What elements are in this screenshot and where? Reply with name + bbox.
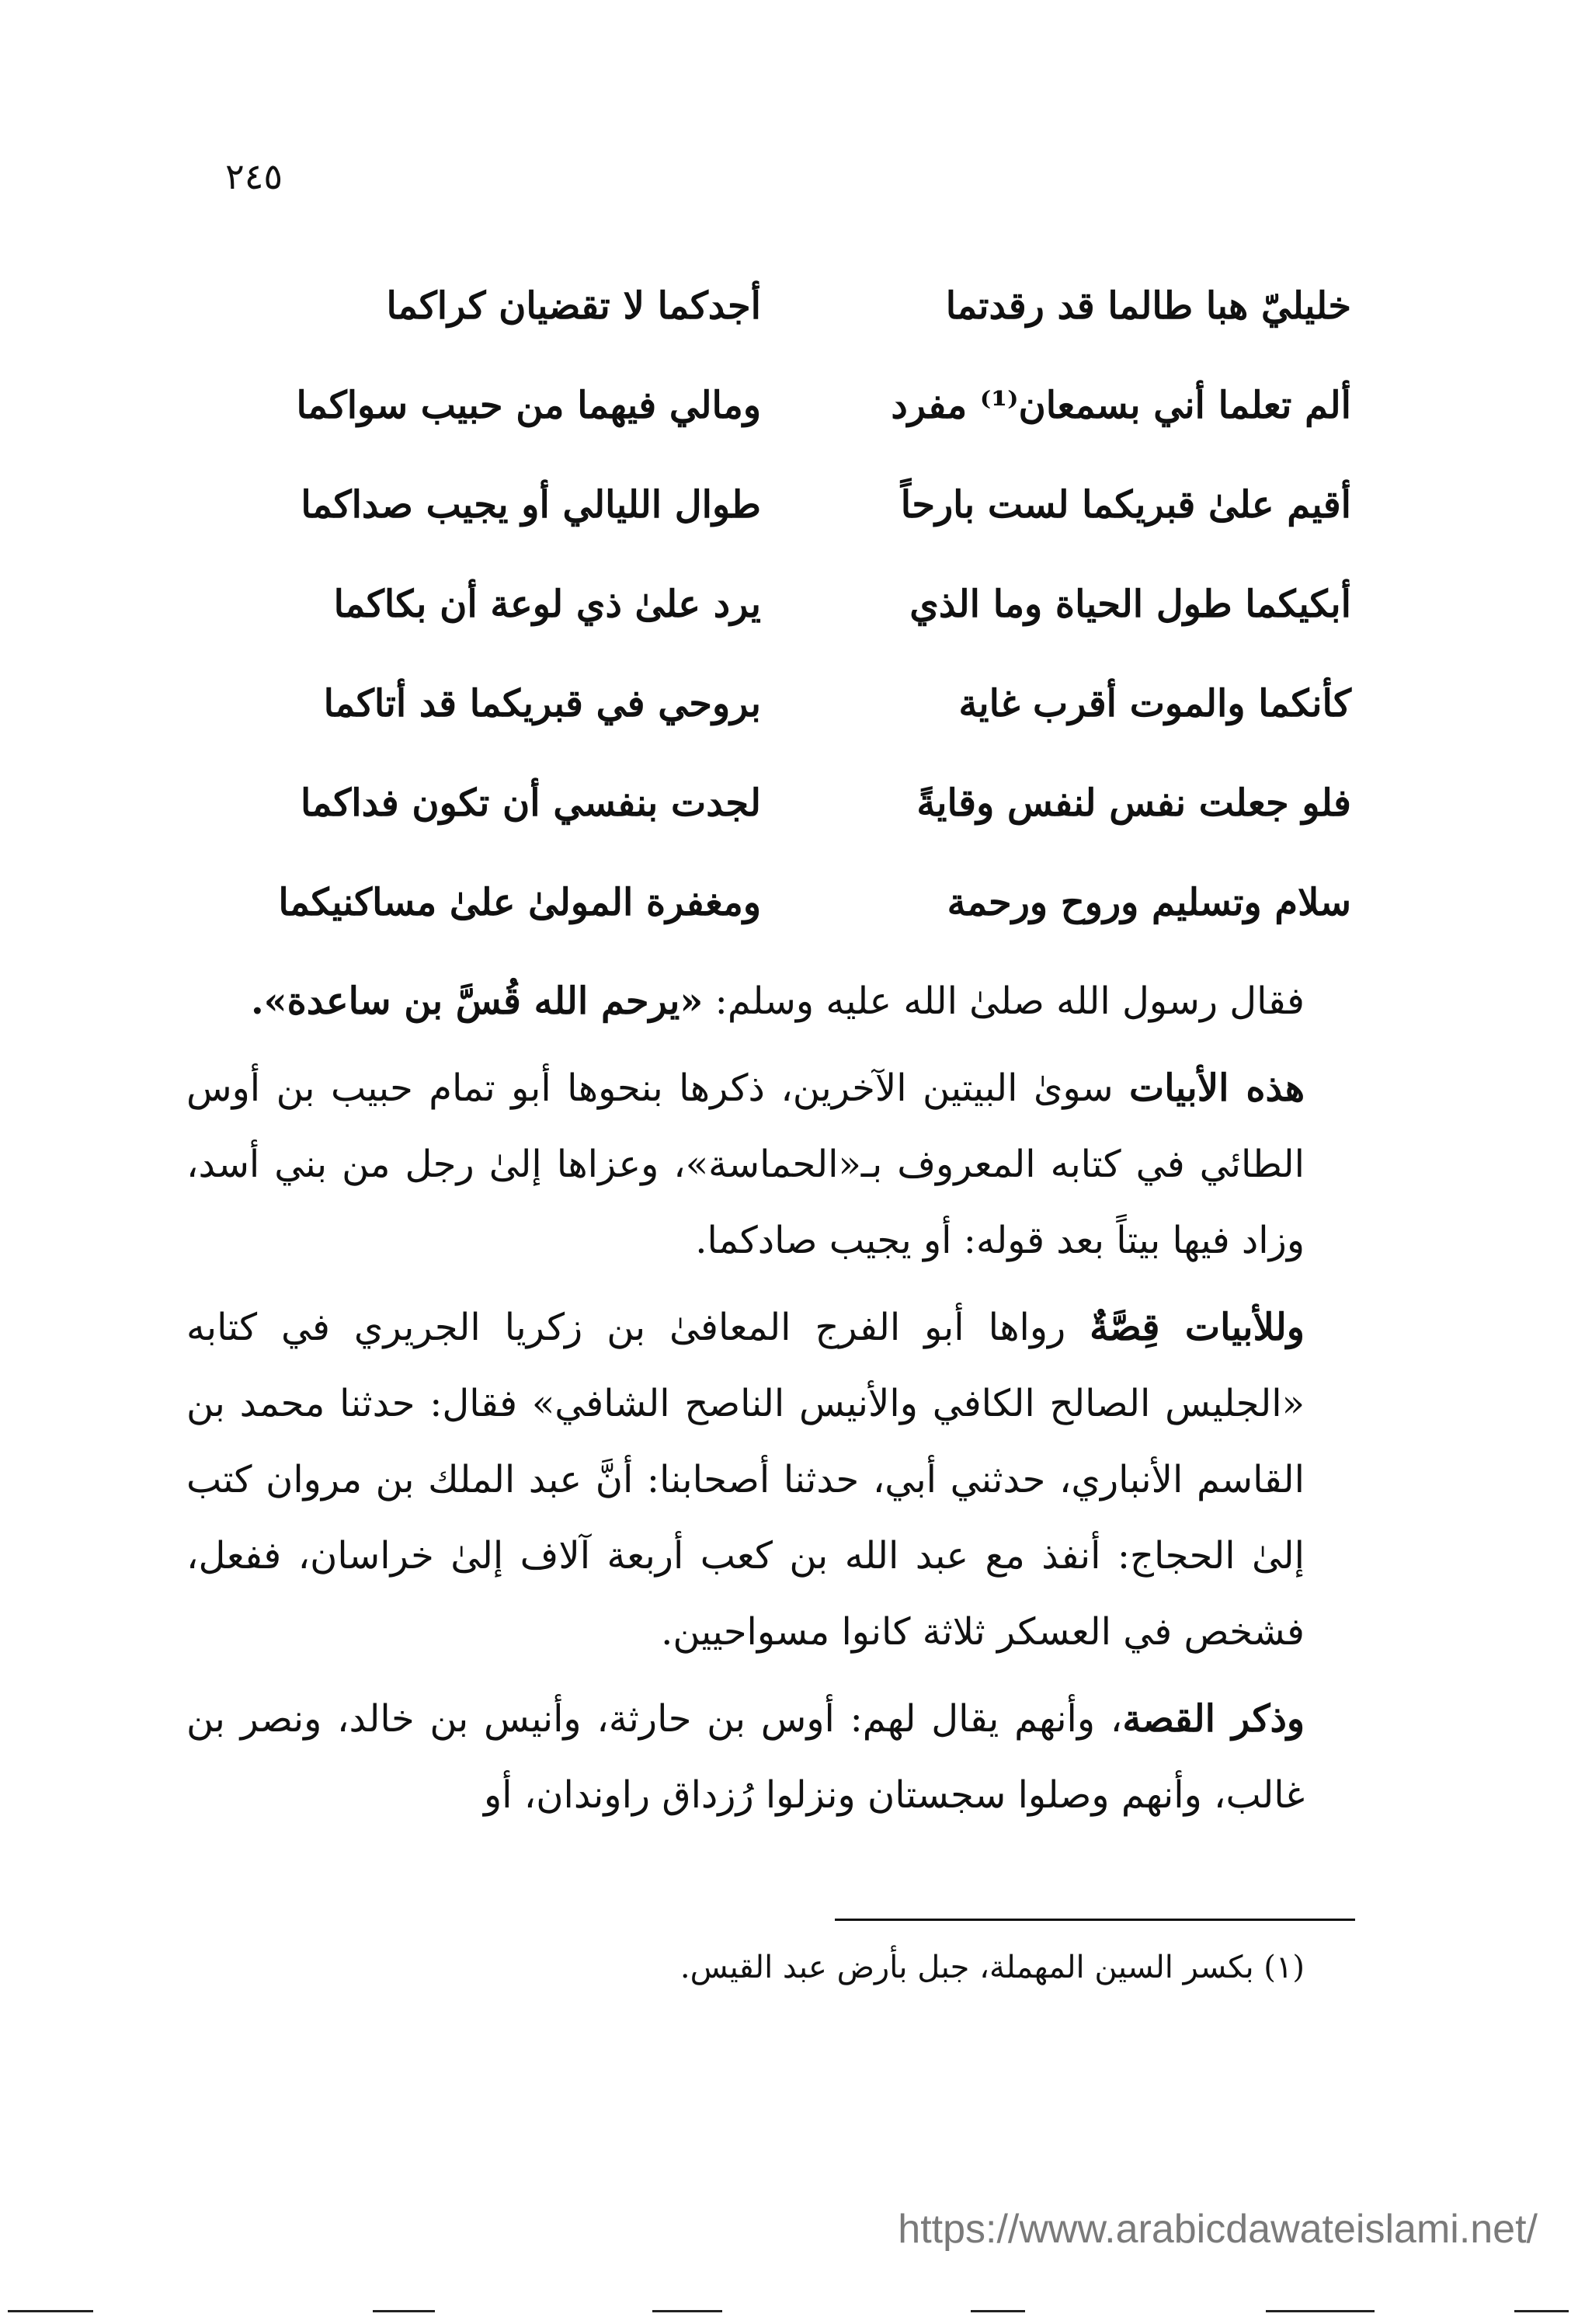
- quotation: «يرحم الله قُسَّ بن ساعدة».: [250, 979, 704, 1023]
- verse-second-hemistich: يرد علىٰ ذي لوعة أن بكاكما: [333, 583, 761, 626]
- verse-row: [272, 853, 1351, 952]
- verse-row: [272, 654, 1351, 753]
- verse-second-hemistich: أجدكما لا تقضيان كراكما: [386, 284, 761, 328]
- paragraph-lead: هذه الأبيات: [1129, 1066, 1305, 1110]
- verse-row: [272, 356, 1351, 455]
- verse-row: [272, 753, 1351, 853]
- paragraph: [186, 963, 1367, 1039]
- paragraph-text: رواها أبو الفرج المعافىٰ بن زكريا الجريري في كتابه «الجليس الصالح الكافي والأنيس الناصح الشافي» فقال: حدثنا محمد بن القاسم الأنباري، حدثني أبي، حدثنا أصحابنا: أنَّ عبد الملك بن مروان كتب إلىٰ الحجاج: أنفذ مع عبد الله بن كعب أربعة آلاف إلىٰ خراسان، ففعل، فشخص في العسكر ثلاثة كانوا مسواحيين.: [186, 1306, 1305, 1654]
- paragraph-lead: وذكر القصة: [1122, 1697, 1305, 1741]
- watermark-url: https://www.arabicdawateislami.net/: [898, 2207, 1538, 2252]
- verse-first-hemistich: خليليّ هبا طالما قد رقدتما: [945, 284, 1351, 328]
- verse-row: [272, 555, 1351, 654]
- scan-edge-marks: [0, 2305, 1578, 2324]
- verse-row: [272, 256, 1351, 356]
- verse-second-hemistich: لجدت بنفسي أن تكون فداكما: [301, 781, 761, 825]
- paragraph: [186, 1050, 1367, 1279]
- verse-first-hemistich: ألم تعلما أني بسمعان⁽¹⁾ مفرد: [891, 384, 1351, 427]
- paragraph-text: فقال رسول الله صلىٰ الله عليه وسلم:: [703, 979, 1305, 1023]
- verse-second-hemistich: طوال الليالي أو يجيب صداكما: [301, 483, 761, 527]
- verse-first-hemistich: أبكيكما طول الحياة وما الذي: [909, 583, 1351, 626]
- paragraph-text: سوىٰ البيتين الآخرين، ذكرها بنحوها أبو تمام حبيب بن أوس الطائي في كتابه المعروف بـ«الحماسة»، وعزاها إلىٰ رجل من بني أسد، وزاد فيها بيتاً بعد قوله: أو يجيب صادكما.: [186, 1066, 1305, 1262]
- footnote-divider: [835, 1919, 1355, 1921]
- verse-second-hemistich: ومالي فيهما من حبيب سواكما: [296, 384, 761, 427]
- verse-row: [272, 455, 1351, 555]
- verse-first-hemistich: سلام وتسليم وروح ورحمة: [947, 881, 1351, 924]
- verse-first-hemistich: كأنكما والموت أقرب غاية: [958, 682, 1351, 725]
- verse-second-hemistich: ومغفرة المولىٰ علىٰ مساكنيكما: [278, 881, 761, 924]
- paragraph: [186, 1681, 1367, 1833]
- paragraph-text: ، وأنهم يقال لهم: أوس بن حارثة، وأنيس بن خالد، ونصر بن غالب، وأنهم وصلوا سجستان ونزلوا رُزداق راوندان، أو: [186, 1697, 1305, 1817]
- verse-first-hemistich: أقيم علىٰ قبريكما لست بارحاً: [900, 483, 1351, 527]
- footnote: (١) بكسر السين المهملة، جبل بأرض عبد القيس.: [680, 1950, 1305, 1985]
- body-text: [186, 963, 1367, 1844]
- paragraph: [186, 1289, 1367, 1670]
- paragraph-lead: وللأبيات قِصَّةٌ: [1090, 1306, 1305, 1349]
- verse-second-hemistich: بروحي في قبريكما قد أتاكما: [323, 682, 761, 725]
- page-number: ٢٤٥: [225, 155, 283, 197]
- poem: [272, 256, 1351, 952]
- verse-first-hemistich: فلو جعلت نفس لنفس وقايةً: [916, 781, 1351, 825]
